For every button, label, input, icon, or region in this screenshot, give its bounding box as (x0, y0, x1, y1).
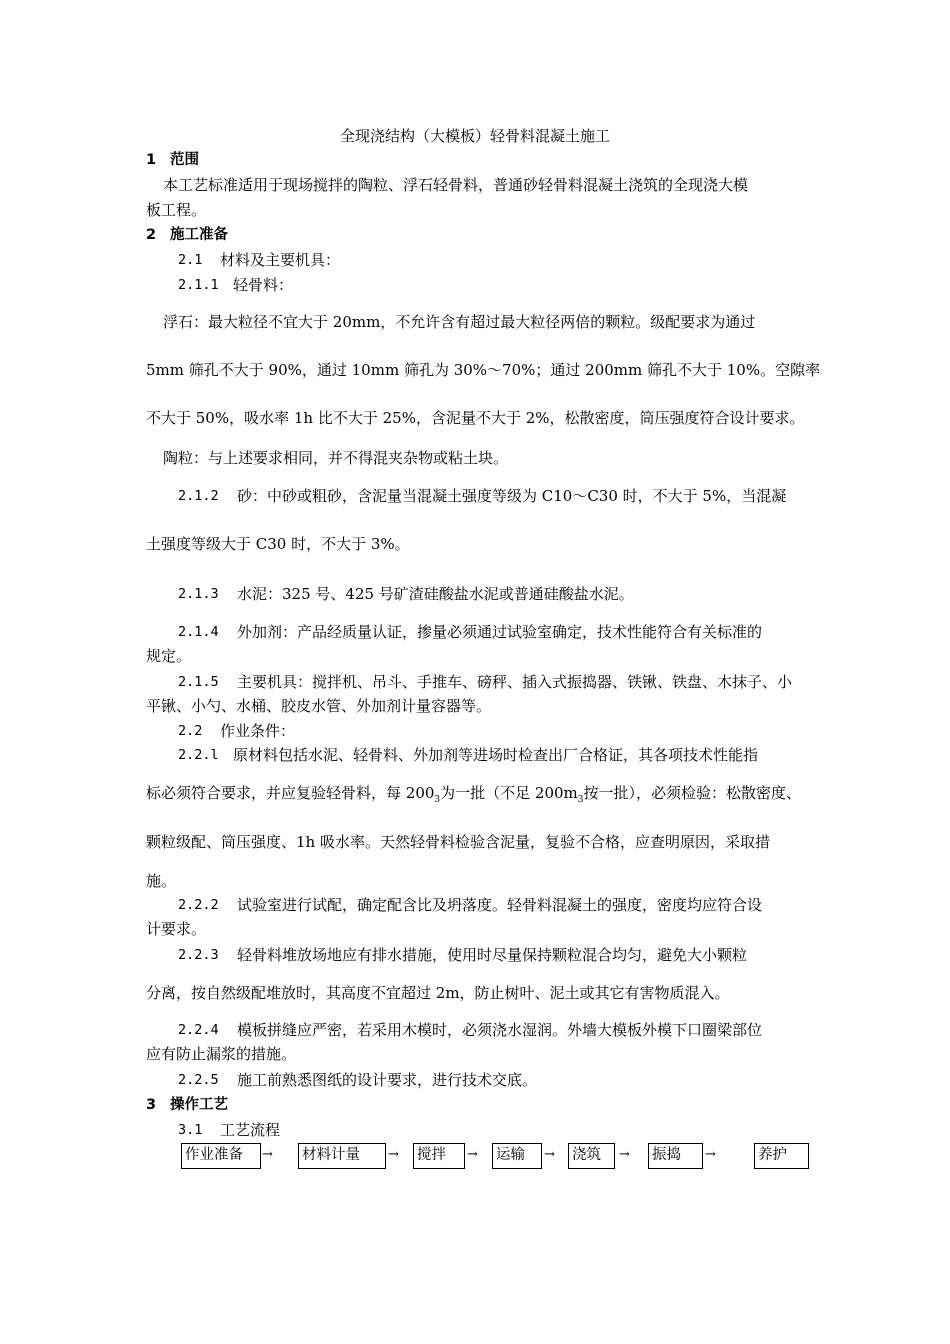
section-3-heading: 操作工艺 (170, 1097, 228, 1113)
arrow-right-icon: → (544, 1147, 555, 1162)
clause-text: 施工前熟悉图纸的设计要求，进行技术交底。 (237, 1071, 538, 1089)
clause-text: 主要机具：搅拌机、吊斗、手推车、磅秤、插入式振捣器、铁锹、铁盘、木抹子、小 (237, 673, 793, 691)
text-run: 标必须符合要求，并应复验轻骨料，每 200 (146, 784, 435, 802)
paragraph: 本工艺标准适用于现场搅拌的陶粒、浮石轻骨料，普通砂轻骨料混凝土浇筑的全现浇大模 (163, 176, 749, 194)
clause-text: 原材料包括水泥、轻骨料、外加剂等进场时检查出厂合格证，其各项技术性能指 (233, 746, 759, 764)
arrow-right-icon: → (262, 1147, 273, 1162)
paragraph: 土强度等级大于 C30 时，不大于 3%。 (146, 535, 410, 553)
paragraph: 施。 (146, 872, 177, 890)
clause-number: 2.1.5 (178, 674, 219, 690)
clause-text: 工艺流程 (220, 1121, 281, 1139)
paragraph: 陶粒：与上述要求相同，并不得混夹杂物或粘土块。 (163, 449, 509, 467)
clause-number: 2.1.1 (178, 277, 219, 293)
clause-number: 2.1.2 (178, 488, 219, 504)
flow-step-metering: 材料计量 (298, 1143, 386, 1169)
flow-step-pouring: 浇筑 (568, 1143, 615, 1169)
clause-number: 2.1 (178, 252, 203, 268)
section-1-number: 1 (146, 152, 157, 168)
flow-step-transport: 运输 (492, 1143, 542, 1169)
clause-number: 2.2.4 (178, 1022, 219, 1038)
clause-text: 砂：中砂或粗砂，含泥量当混凝土强度等级为 C10～C30 时，不大于 5%，当混凝 (237, 487, 787, 505)
paragraph: 颗粒级配、筒压强度、1h 吸水率。天然轻骨料检验含泥量，复验不合格，应查明原因，采取措 (146, 833, 770, 851)
text-run: 为一批（不足 200m (440, 784, 578, 802)
flow-step-curing: 养护 (754, 1143, 809, 1169)
clause-number: 2.2.5 (178, 1072, 219, 1088)
paragraph: 板工程。 (146, 201, 207, 219)
clause-number: 2.2.2 (178, 897, 219, 913)
subscript: 3 (434, 795, 441, 805)
clause-number: 2.1.4 (178, 624, 219, 640)
paragraph: 应有防止漏浆的措施。 (146, 1045, 297, 1063)
section-3-number: 3 (146, 1097, 157, 1113)
arrow-right-icon: → (705, 1147, 716, 1162)
clause-text: 外加剂：产品经质量认证，掺量必须通过试验室确定，技术性能符合有关标准的 (237, 623, 763, 641)
clause-number: 2.2.3 (178, 947, 219, 963)
paragraph: 平锹、小勺、水桶、胶皮水管、外加剂计量容器等。 (146, 697, 492, 715)
clause-number: 2.2 (178, 723, 203, 739)
clause-text: 模板拼缝应严密，若采用木模时，必须浇水湿润。外墙大模板外模下口圈梁部位 (237, 1021, 763, 1039)
section-2-heading: 施工准备 (170, 227, 228, 243)
subscript: 3 (577, 795, 584, 805)
clause-text: 轻骨料堆放场地应有排水措施，使用时尽量保持颗粒混合均匀，避免大小颗粒 (237, 946, 748, 964)
clause-number: 2.1.3 (178, 586, 219, 602)
paragraph-with-subscripts (146, 783, 801, 810)
clause-text: 轻骨料： (233, 276, 294, 294)
paragraph: 5mm 筛孔不大于 90%，通过 10mm 筛孔为 30%～70%；通过 200mm 筛孔不大于 10%。空隙率 (146, 361, 821, 379)
paragraph: 分离，按自然级配堆放时，其高度不宜超过 2m，防止树叶、泥土或其它有害物质混入。 (146, 984, 730, 1002)
arrow-right-icon: → (467, 1147, 478, 1162)
arrow-right-icon: → (619, 1147, 630, 1162)
flow-step-vibrating: 振捣 (648, 1143, 703, 1169)
process-flowchart (0, 1143, 950, 1175)
paragraph: 不大于 50%，吸水率 1h 比不大于 25%，含泥量不大于 2%，松散密度，筒压强度符合设计要求。 (146, 409, 805, 427)
section-1-heading: 范围 (170, 152, 199, 168)
clause-text: 作业条件： (220, 722, 296, 740)
paragraph: 计要求。 (146, 920, 207, 938)
clause-number: 3.1 (178, 1122, 203, 1138)
clause-text: 材料及主要机具： (220, 251, 341, 269)
paragraph: 浮石：最大粒径不宜大于 20mm，不允许含有超过最大粒径两倍的颗粒。级配要求为通过 (163, 313, 756, 331)
clause-text: 水泥：325 号、425 号矿渣硅酸盐水泥或普通硅酸盐水泥。 (237, 585, 634, 603)
flow-step-mixing: 搅拌 (413, 1143, 465, 1169)
flow-step-prep: 作业准备 (181, 1143, 261, 1169)
text-run: 按一批），必须检验：松散密度、 (583, 784, 802, 802)
document-title: 全现浇结构（大模板）轻骨料混凝土施工 (339, 127, 610, 145)
clause-number: 2.2.l (178, 747, 219, 763)
arrow-right-icon: → (388, 1147, 399, 1162)
paragraph: 规定。 (146, 647, 192, 665)
section-2-number: 2 (146, 227, 157, 243)
clause-text: 试验室进行试配，确定配含比及坍落度。轻骨料混凝土的强度，密度均应符合设 (237, 896, 763, 914)
